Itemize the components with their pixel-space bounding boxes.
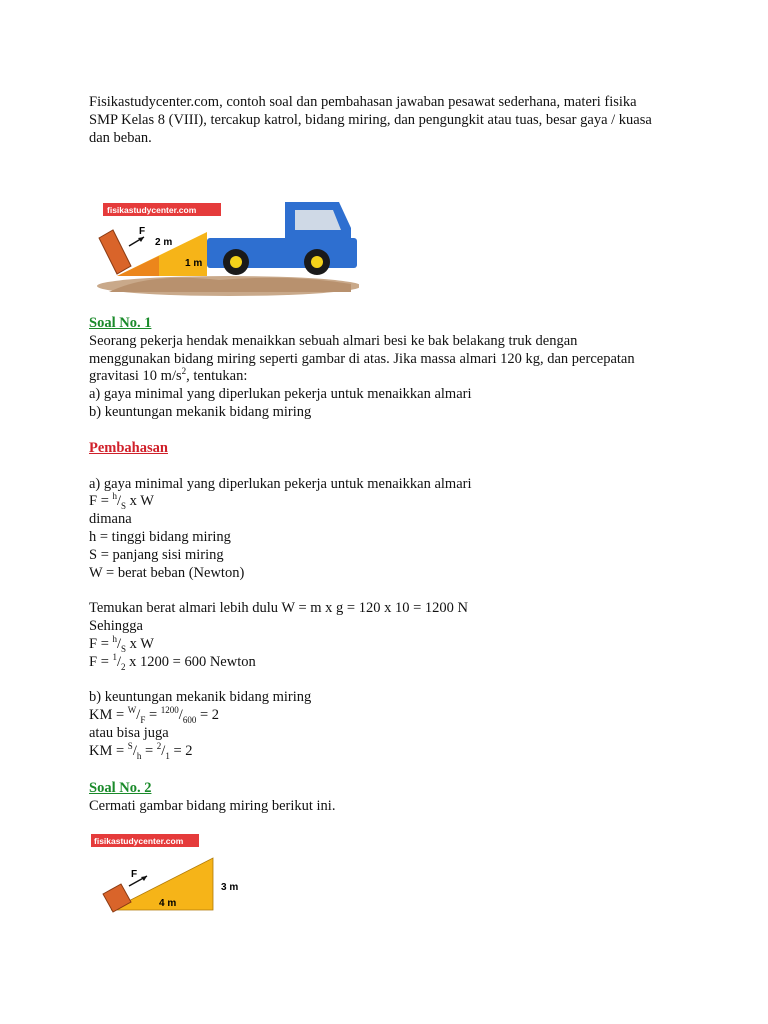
- formula-force: $F = ^h/_S$ x W: [89, 491, 154, 512]
- soal-1-text: Seorang pekerja hendak menaikkan sebuah almari besi ke bak belakang truk dengan: [89, 332, 578, 349]
- formula-km-1: KM = $^W/_F = ^{1200}/_{600} = 2$: [89, 705, 219, 725]
- formula-den: 2: [121, 661, 126, 672]
- km-prefix: KM =: [89, 706, 128, 723]
- km-suffix: = 2: [196, 706, 219, 723]
- pembahasan-heading: Pembahasan: [89, 440, 168, 456]
- km-suffix: = 2: [169, 742, 193, 759]
- definition-s: S = panjang sisi miring: [89, 546, 224, 563]
- km-num: 2: [156, 740, 162, 751]
- sehingga-text: Sehingga: [89, 617, 143, 634]
- formula-num: h: [112, 491, 117, 502]
- soal-2-heading: Soal No. 2: [89, 780, 152, 796]
- km-den: 1: [165, 750, 170, 761]
- watermark-text: fisikastudycenter.com: [107, 205, 197, 215]
- intro-line: Fisikastudycenter.com, contoh soal dan pembahasan jawaban pesawat sederhana, materi fisika: [89, 94, 637, 110]
- height-label: 1 m: [185, 258, 203, 269]
- formula-num: h: [112, 633, 117, 644]
- km-den: 600: [182, 714, 197, 725]
- km-mid: =: [145, 706, 161, 723]
- km-mid: =: [141, 742, 157, 759]
- definition-w: W = berat beban (Newton): [89, 564, 245, 581]
- truck-ramp-figure: [89, 200, 359, 302]
- formula-den: S: [121, 501, 127, 512]
- km-den: h: [136, 750, 142, 761]
- soal-1-heading: Soal No. 1: [89, 315, 152, 331]
- formula-km-2: KM = $^S/_h = ^2/_1 = 2$: [89, 740, 193, 761]
- slope-length-label: 2 m: [155, 237, 173, 248]
- crate: [99, 230, 131, 274]
- pembahasan-a-title: a) gaya minimal yang diperlukan pekerja untuk menaikkan almari: [89, 475, 472, 492]
- dimana-text: dimana: [89, 511, 132, 528]
- formula-force-2: $F = ^h/_S$ x W: [89, 633, 154, 654]
- intro-line: SMP Kelas 8 (VIII), tercakup katrol, bidang miring, dan pengungkit atau tuas, besar gaya / kuasa: [89, 112, 652, 128]
- soal-1-section: [89, 315, 709, 422]
- formula-den: S: [121, 643, 127, 654]
- soal-1-gravity: [89, 368, 709, 386]
- berat-calculation: Temukan berat almari lebih dulu W = m x g = 120 x 10 = 1200 N: [89, 600, 468, 617]
- formula-prefix: F =: [89, 653, 113, 670]
- soal-2-text: Cermati gambar bidang miring berikut ini.: [89, 797, 336, 814]
- formula-suffix: x W: [126, 493, 154, 510]
- base-length-label: 4 m: [159, 898, 177, 909]
- formula-suffix: x 1200 = 600 Newton: [125, 653, 256, 670]
- formula-suffix: x W: [126, 635, 154, 652]
- inclined-plane-figure: [89, 832, 259, 914]
- wheel-hub: [311, 256, 323, 268]
- gravity-suffix: , tentukan:: [186, 368, 248, 385]
- pembahasan-section: [89, 440, 709, 760]
- atau-text: atau bisa juga: [89, 724, 169, 741]
- km-prefix: KM =: [89, 742, 128, 759]
- force-label: F: [131, 869, 138, 880]
- wheel-hub: [230, 256, 242, 268]
- km-num: S: [127, 740, 133, 751]
- watermark-text: fisikastudycenter.com: [94, 836, 184, 846]
- pembahasan-b-title: b) keuntungan mekanik bidang miring: [89, 689, 312, 706]
- gravity-text: gravitasi 10 m/s: [89, 368, 182, 385]
- formula-prefix: F =: [89, 635, 113, 652]
- gravity-exponent: 2: [181, 366, 187, 377]
- soal-1-question-a: a) gaya minimal yang diperlukan pekerja untuk menaikkan almari: [89, 386, 472, 403]
- soal-1-text: menggunakan bidang miring seperti gambar di atas. Jika massa almari 120 kg, dan percepatan: [89, 350, 635, 367]
- force-label: F: [139, 226, 146, 237]
- soal-2-section: [89, 780, 709, 816]
- definition-h: h = tinggi bidang miring: [89, 528, 231, 545]
- height-label: 3 m: [221, 882, 239, 893]
- km-den: F: [140, 714, 146, 725]
- intro-paragraph: [89, 93, 689, 147]
- soal-1-question-b: b) keuntungan mekanik bidang miring: [89, 403, 312, 420]
- truck-window: [295, 210, 341, 230]
- formula-force-result: $F = ^1/_2$ x 1200 = 600 Newton: [89, 651, 256, 672]
- intro-line: dan beban.: [89, 130, 152, 146]
- km-num: 1200: [160, 705, 179, 716]
- formula-num: 1: [112, 651, 117, 662]
- formula-prefix: F =: [89, 493, 113, 510]
- km-num: W: [127, 705, 137, 716]
